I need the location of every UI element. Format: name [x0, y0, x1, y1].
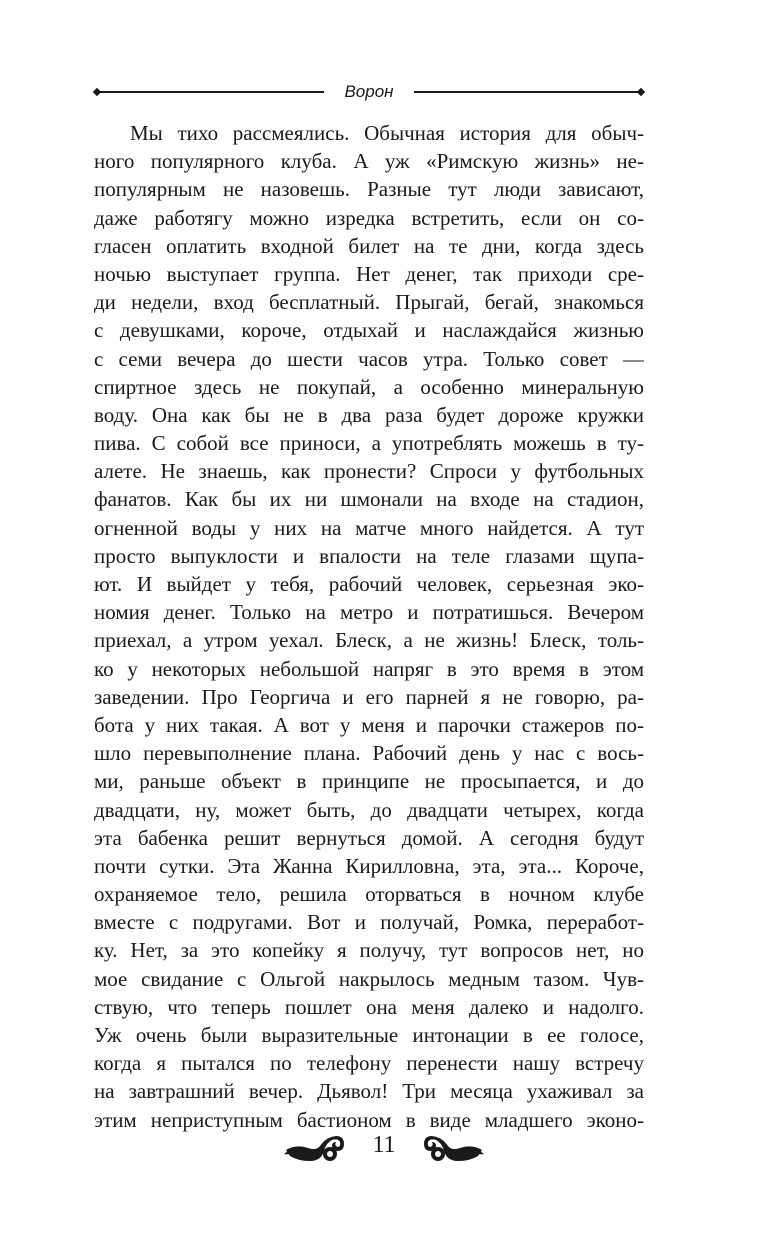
text-line: Мы тихо рассмеялись. Обычная история для обыч- [130, 121, 644, 145]
text-line: популярным не назовешь. Разные тут люди зависают, [94, 177, 644, 202]
text-line: ми, раньше объект в принципе не просыпается, и до [94, 769, 644, 794]
text-line: гласен оплатить входной билет на те дни, когда здесь [94, 233, 644, 258]
text-line: заведении. Про Георгича и его парней я не говорю, ра- [94, 684, 644, 709]
text-line: двадцати, ну, может быть, до двадцати четырех, когда [94, 797, 644, 822]
text-line: бота у них такая. А вот у меня и парочки стажеров по- [94, 712, 644, 737]
text-line: этим неприступным бастионом в виде младшего эконо- [94, 1107, 644, 1132]
swirl-ornament-right-icon [422, 1124, 484, 1168]
text-line: спиртное здесь не покупай, а особенно минеральную [94, 374, 644, 399]
text-line: ночью выступает группа. Нет денег, так приходи сре- [94, 261, 644, 286]
text-line: просто выпуклости и впалости на теле глазами щупа- [94, 543, 644, 568]
text-line: почти сутки. Эта Жанна Кирилловна, эта, эта... Короче, [94, 853, 644, 878]
text-line: с семи вечера до шести часов утра. Только совет — [94, 346, 644, 371]
text-line: приехал, а утром уехал. Блеск, а не жизнь! Блеск, толь- [94, 628, 644, 653]
text-line: ют. И выйдет у тебя, рабочий человек, серьезная эко- [94, 572, 644, 596]
text-line: ди недели, вход бесплатный. Прыгай, бегай, знакомься [94, 290, 644, 315]
swirl-ornament-left-icon [284, 1124, 346, 1168]
text-line: мое свидание с Ольгой накрылось медным тазом. Чув- [94, 966, 644, 991]
text-line: номия денег. Только на метро и потратишься. Вечером [94, 600, 644, 625]
text-line: ствую, что теперь пошлет она меня далеко и надолго. [94, 994, 644, 1019]
header-rule-right [414, 91, 640, 93]
text-line: воду. Она как бы не в два раза будет дороже кружки [94, 402, 644, 427]
text-line: когда я пытался по телефону перенести нашу встречу [94, 1051, 644, 1076]
text-line: вместе с подругами. Вот и получай, Ромка, переработ- [94, 910, 644, 935]
text-line: охраняемое тело, решила оторваться в ночном клубе [94, 882, 644, 907]
running-header [94, 80, 644, 104]
body-text [94, 119, 644, 1134]
text-line: эта бабенка решит вернуться домой. А сегодня будут [94, 825, 644, 850]
text-line: шло перевыполнение плана. Рабочий день у нас с вось- [94, 741, 644, 766]
page-number: 11 [372, 1132, 396, 1158]
text-line: алете. Не знаешь, как пронести? Спроси у футбольных [94, 459, 644, 484]
text-line: Уж очень были выразительные интонации в ее голосе, [94, 1023, 644, 1047]
running-title: Ворон [344, 82, 394, 101]
text-line: на завтрашний вечер. Дьявол! Три месяца ухаживал за [94, 1079, 644, 1104]
text-line: ко у некоторых небольшой напряг в это время в этом [94, 656, 644, 681]
folio [284, 1124, 484, 1168]
text-line: ного популярного клуба. А уж «Римскую жизнь» не- [94, 149, 644, 174]
text-line: ку. Нет, за это копейку я получу, тут вопросов нет, но [94, 938, 644, 963]
text-line: даже работягу можно изредка встретить, если он со- [94, 205, 644, 230]
text-line: огненной воды у них на матче много найдется. А тут [94, 515, 644, 540]
text-line: с девушками, короче, отдыхай и наслаждайся жизнью [94, 318, 644, 343]
text-line: пива. С собой все приноси, а употреблять можешь в ту- [94, 431, 644, 456]
text-line: фанатов. Как бы их ни шмонали на входе на стадион, [94, 487, 644, 512]
